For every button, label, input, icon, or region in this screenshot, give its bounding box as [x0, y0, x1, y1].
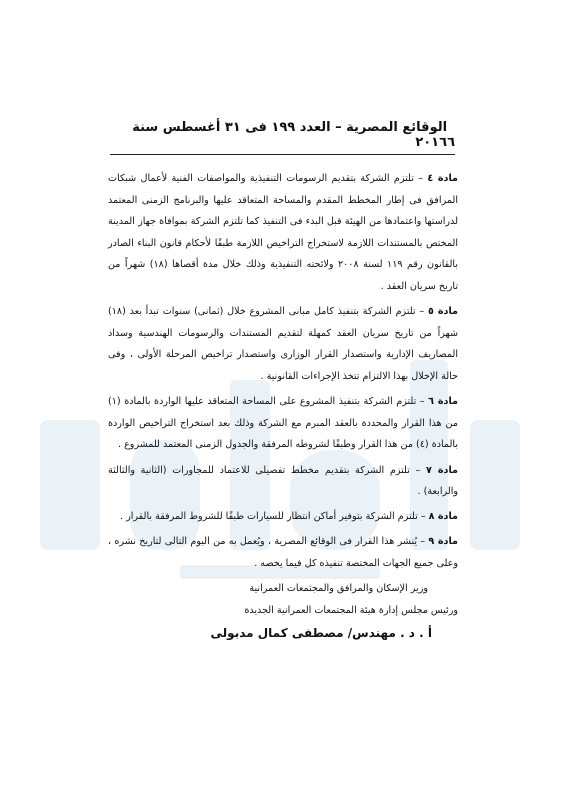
article-text: – تلتزم الشركة بتوفير أماكن انتظار للسيارات طبقًا للشروط المرفقة بالقرار .	[119, 511, 429, 523]
article-6	[108, 391, 458, 456]
article-7	[108, 460, 458, 503]
header-divider	[110, 154, 455, 155]
article-label: مادة ٤	[427, 173, 458, 184]
running-title: الوقائع المصرية – العدد ١٩٩ فى ٣١ أغسطس سنة ٢٠١٦	[132, 120, 448, 150]
article-text: – تلتزم الشركة بتنفيذ المشروع على المساحة المتعاقد عليها الواردة بالمادة (١) من هذا القرار والمحددة بالعقد المبرم مع الشركة وذلك بعد استخراج التراخيص الواردة بالمادة (٤) من هذا القرار وطبقًا لشروطه المرفقة والجدول الزمنى المعتمد للمشروع .	[108, 396, 458, 451]
article-9	[108, 531, 458, 574]
page-number: ٦	[447, 135, 455, 150]
article-label: مادة ٦	[428, 396, 458, 408]
article-text: – يُنشر هذا القرار فى الوقائع المصرية ، ويُعمل به من اليوم التالى لتاريخ نشره ، وعلى جميع الجهات المختصة تنفيذه كل فيما يخصه .	[108, 536, 458, 570]
signatory-name: أ . د . مهندس/ مصطفى كمال مدبولى	[210, 626, 432, 641]
article-5	[108, 301, 458, 387]
page-header	[110, 120, 455, 150]
signatory-title-2: ورئيس مجلس إدارة هيئة المجتمعات العمرانية الجديدة	[244, 604, 458, 616]
signatory-title-1: وزير الإسكان والمرافق والمجتمعات العمرانية	[249, 583, 428, 595]
article-label: مادة ٩	[428, 536, 458, 548]
article-text: – تلتزم الشركة بتقديم مخطط تفصيلى للاعتماد للمجاورات (الثانية والثالثة والرابعة) .	[108, 464, 458, 498]
article-label: مادة ٧	[426, 464, 458, 476]
article-4	[108, 168, 458, 298]
article-label: مادة ٨	[428, 511, 458, 523]
article-text: – تلتزم الشركة بتنفيذ كامل مبانى المشروع خلال (ثمانى) سنوات تبدأ بعد (١٨) شهراً من تاريخ سريان العقد كمهلة لتقديم المستندات والرسومات الهندسية وسداد المصاريف الإدارية واستصدار القرار الوزارى واستصدار تراخيص المرحلة الأولى ، وفى حالة الإخلال بهذا الالتزام تتخذ الإجراءات القانونية .	[108, 306, 458, 382]
article-8	[108, 506, 458, 528]
article-label: مادة ٥	[427, 306, 458, 318]
article-text: – تلتزم الشركة بتقديم الرسومات التنفيذية والمواصفات الفنية لأعمال شبكات المرافق فى إطار المخطط المقدم والمساحة المتعاقد عليها والبرنامج الزمنى المعتمد لدراستها واعتمادها من الهيئة قبل البدء فى التنفيذ كما تلتزم الشركة بموافاة جهاز المدينة المختص بالمستندات اللازمة لاستخراج التراخيص اللازمة طبقًا لأحكام قانون البناء الصادر بالقانون رقم ١١٩ لسنة ٢٠٠٨ ولائحته التنفيذية وذلك خلال مدة أقصاها (١٨) شهراً من تاريخ سريان العقد .	[108, 173, 458, 292]
decree-body	[108, 168, 458, 645]
